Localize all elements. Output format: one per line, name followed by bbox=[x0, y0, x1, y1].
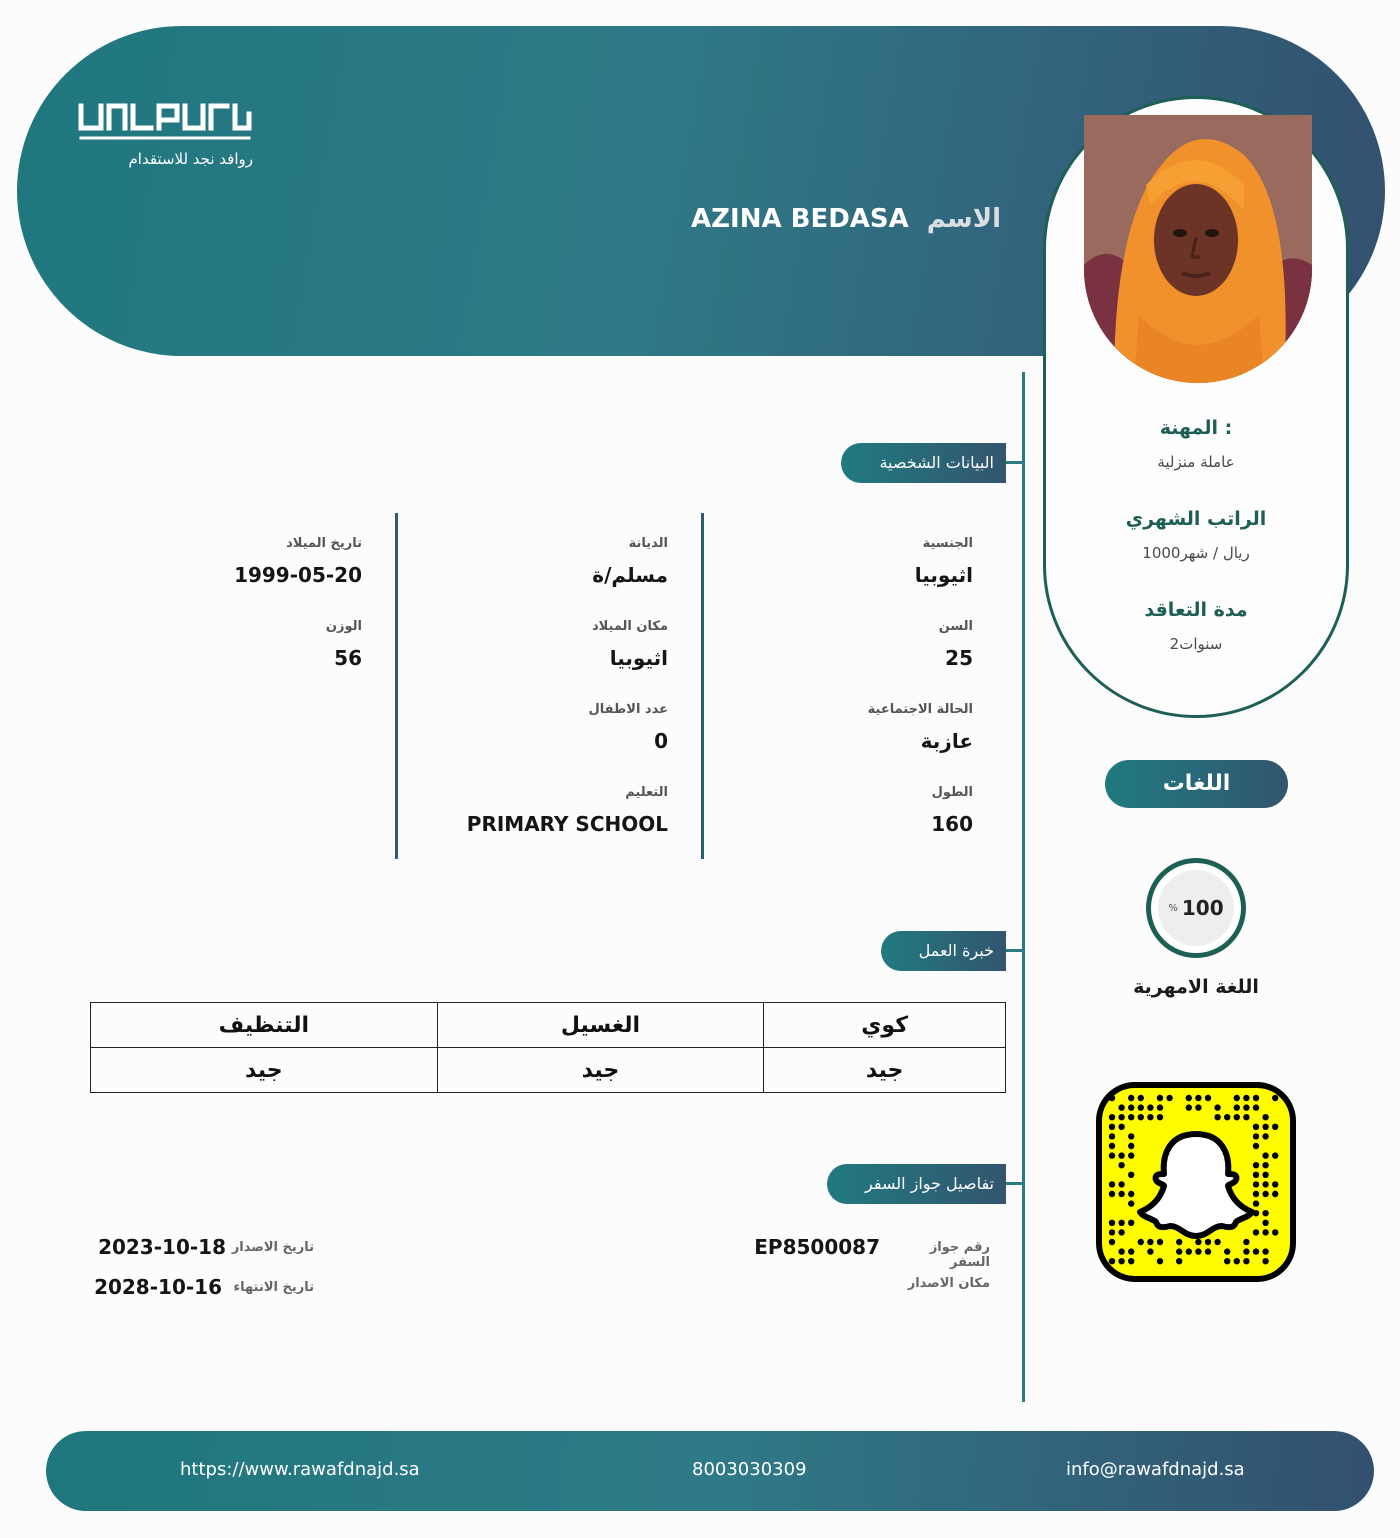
snapcode-icon[interactable] bbox=[1096, 1082, 1296, 1282]
language-percent: 100 bbox=[1181, 896, 1224, 920]
column-divider bbox=[701, 513, 704, 859]
field-label: التعليم bbox=[625, 785, 668, 800]
field-value: عازبة bbox=[920, 729, 973, 753]
percent-sign: % bbox=[1168, 902, 1178, 914]
field-label: الحالة الاجتماعية bbox=[867, 702, 973, 717]
field-weight bbox=[122, 619, 362, 670]
contract-value: 2سنوات bbox=[1169, 635, 1223, 653]
skill-level-washing: جيد bbox=[437, 1048, 764, 1093]
section-passport-pill: تفاصيل جواز السفر bbox=[827, 1164, 1006, 1204]
field-label: تاريخ الميلاد bbox=[286, 536, 362, 551]
salary-title: الراتب الشهري bbox=[1125, 508, 1267, 530]
table-row bbox=[91, 1048, 1006, 1093]
table-row bbox=[91, 1003, 1006, 1048]
contract-block bbox=[1046, 599, 1346, 653]
profession-value: عاملة منزلية bbox=[1157, 453, 1235, 471]
section-experience-pill: خبرة العمل bbox=[881, 931, 1006, 971]
brand-logo bbox=[77, 98, 267, 168]
salary-value: 1000ريال / شهر bbox=[1142, 544, 1250, 562]
profession-title: المهنة : bbox=[1159, 417, 1233, 439]
skill-header-washing: الغسيل bbox=[437, 1003, 764, 1048]
expiry-date: 2028-10-16 bbox=[94, 1275, 222, 1299]
issue-date: 2023-10-18 bbox=[98, 1235, 226, 1259]
phone-number[interactable]: 8003030309 bbox=[692, 1459, 807, 1480]
field-education bbox=[428, 785, 668, 836]
section-personal-pill: البيانات الشخصية bbox=[841, 443, 1006, 483]
section-connector bbox=[1006, 1182, 1023, 1185]
field-label: الوزن bbox=[325, 619, 362, 634]
field-label: السن bbox=[938, 619, 973, 634]
field-value: 56 bbox=[334, 646, 362, 670]
field-value: 160 bbox=[931, 812, 973, 836]
profile-card bbox=[1043, 96, 1349, 718]
field-value: PRIMARY SCHOOL bbox=[466, 812, 668, 836]
portrait-illustration-icon bbox=[1084, 115, 1312, 383]
name-row bbox=[691, 204, 1001, 234]
website-link[interactable]: https://www.rawafdnajd.sa bbox=[180, 1459, 420, 1480]
languages-title: اللغات bbox=[1105, 760, 1288, 808]
field-marital bbox=[733, 702, 973, 753]
salary-block bbox=[1046, 508, 1346, 562]
passport-number-label: رقم جواز السفر bbox=[929, 1240, 990, 1270]
skills-table bbox=[90, 1002, 1006, 1093]
timeline-line bbox=[1022, 372, 1025, 1402]
issue-date-label: تاريخ الاصدار bbox=[231, 1240, 314, 1255]
field-children bbox=[428, 702, 668, 753]
passport-place-label: مكان الاصدار bbox=[907, 1276, 990, 1291]
field-age bbox=[733, 619, 973, 670]
language-level-inner bbox=[1158, 870, 1234, 946]
contract-title: مدة التعاقد bbox=[1144, 599, 1248, 621]
section-connector bbox=[1006, 461, 1023, 464]
field-label: عدد الاطفال bbox=[588, 702, 668, 717]
language-level-gauge bbox=[1146, 858, 1246, 958]
field-value: 0 bbox=[654, 729, 668, 753]
field-label: الجنسية bbox=[922, 536, 973, 551]
footer-bar bbox=[46, 1431, 1374, 1511]
field-label: الديانة bbox=[628, 536, 668, 551]
section-connector bbox=[1006, 949, 1023, 952]
field-label: الطول bbox=[931, 785, 973, 800]
field-birthplace bbox=[428, 619, 668, 670]
field-dob bbox=[122, 536, 362, 587]
field-value: مسلم/ة bbox=[592, 563, 668, 587]
email-link[interactable]: info@rawafdnajd.sa bbox=[1066, 1459, 1245, 1480]
logo-subtitle: روافد نجد للاستقدام bbox=[128, 150, 253, 168]
logo-mark-icon bbox=[77, 98, 253, 144]
field-value: 1999-05-20 bbox=[234, 563, 362, 587]
passport-number: EP8500087 bbox=[754, 1235, 880, 1259]
name-label: الاسم bbox=[926, 204, 1001, 234]
field-label: مكان الميلاد bbox=[591, 619, 668, 634]
field-value: اثيوبيا bbox=[609, 646, 668, 670]
language-name: اللغة الامهرية bbox=[1133, 976, 1259, 998]
field-religion bbox=[428, 536, 668, 587]
field-nationality bbox=[733, 536, 973, 587]
worker-name: AZINA BEDASA bbox=[691, 204, 909, 234]
expiry-date-label: تاريخ الانتهاء bbox=[233, 1280, 314, 1295]
field-value: اثيوبيا bbox=[914, 563, 973, 587]
column-divider bbox=[395, 513, 398, 859]
field-height bbox=[733, 785, 973, 836]
field-value: 25 bbox=[945, 646, 973, 670]
skill-header-cleaning: التنظيف bbox=[91, 1003, 438, 1048]
profession-block bbox=[1046, 417, 1346, 471]
skill-level-cleaning: جيد bbox=[91, 1048, 438, 1093]
profile-photo bbox=[1084, 115, 1312, 383]
skill-header-ironing: كوي bbox=[764, 1003, 1006, 1048]
skill-level-ironing: جيد bbox=[764, 1048, 1006, 1093]
